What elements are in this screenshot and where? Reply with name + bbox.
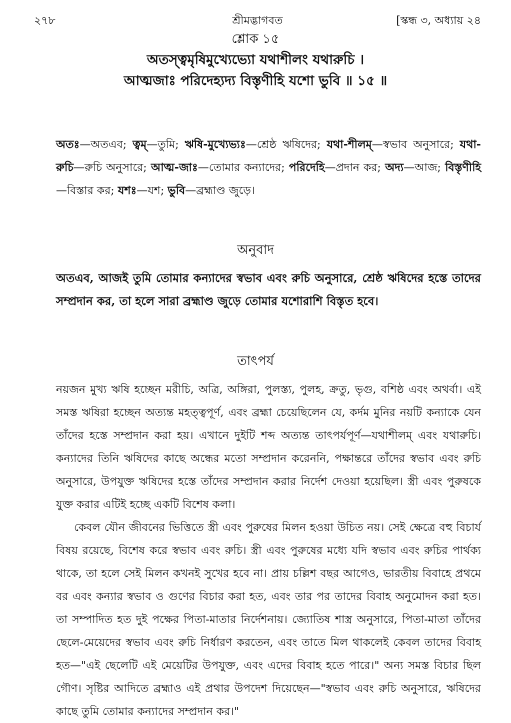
- synonym-meaning: তুমি;: [157, 138, 185, 151]
- book-title: শ্রীমদ্ভাগবত: [232, 14, 283, 27]
- translation-text: অতএব, আজই তুমি তোমার কন্যাদের স্বভাব এবং রুচি অনুসারে, শ্রেষ্ঠ ঋষিদের হস্তে তাদের সম্প্রদান কর, তা হলে সারা ব্রহ্মাণ্ড জুড়ে তোমার যশোরাশি বিস্তৃত হবে।: [56, 271, 481, 308]
- verse-line-2: আত্মজাঃ পরিদেহ্যদ্য বিস্তৃণীহি যশো ভুবি ॥ ১৫ ॥: [123, 73, 388, 89]
- synonym-meaning: অতএব;: [90, 138, 133, 151]
- synonym-meaning: বিস্তার কর;: [67, 184, 118, 197]
- synonym-word: ত্বম্: [132, 138, 147, 151]
- synonym-word: ঋষি-মুখ্যেভ্যঃ: [184, 138, 246, 151]
- synonym-word: যথা-শীলম্: [326, 138, 372, 151]
- synonym-meaning: ব্রহ্মাণ্ড জুড়ে।: [196, 184, 255, 197]
- synonym-meaning: স্বভাব অনুসারে;: [382, 138, 460, 151]
- purport-text: [56, 378, 481, 723]
- synonym-meaning: প্রদান কর;: [335, 161, 386, 174]
- synonym-meaning: আজ;: [414, 161, 446, 174]
- page-header: [34, 12, 481, 28]
- synonym-meaning: রুচি অনুসারে;: [84, 161, 151, 174]
- synonym-word: অতঃ: [56, 138, 80, 151]
- word-for-word-synonyms: অতঃ—অতএব; ত্বম্—তুমি; ঋষি-মুখ্যেভ্যঃ—শ্রেষ্ঠ ঋষিদের; যথা-শীলম্—স্বভাব অনুসারে; যথা-রুচি—রুচি অনুসারে; আত্ম-জাঃ—তোমার কন্যাদের; পরিদেহি—প্রদান কর; অদ্য—আজ; বিস্তৃণীহি—বিস্তার কর; যশঃ—যশ; ভুবি—ব্রহ্মাণ্ড জুড়ে।: [56, 138, 481, 197]
- translation-heading: অনুবাদ: [237, 243, 274, 258]
- synonym-word: যশঃ: [117, 184, 137, 197]
- synonym-word: আত্ম-জাঃ: [150, 161, 198, 174]
- synonym-word: অদ্য: [385, 161, 404, 174]
- chapter-reference: [স্কন্ধ ৩, অধ্যায় ২৪: [396, 14, 481, 27]
- verse-label: শ্লোক ১৫: [231, 32, 280, 47]
- synonym-word: পরিদেহি: [288, 161, 325, 174]
- synonym-meaning: যশ;: [147, 184, 168, 197]
- verse-line-1: অতস্ত্বমৃষিমুখ্যেভ্যো যথাশীলং যথারুচি ।: [146, 52, 365, 68]
- synonym-word: ভুবি: [167, 184, 186, 197]
- synonym-word: বিস্তৃণীহি: [445, 161, 481, 174]
- purport-heading: তাৎপর্য: [237, 354, 274, 369]
- purport-paragraph-2: কেবল যৌন জীবনের ভিত্তিতে স্ত্রী এবং পুরুষের মিলন হওয়া উচিত নয়। সেই ক্ষেত্রে বহু বিচার্য বিষয় রয়েছে, বিশেষ করে স্বভাব এবং রুচি। স্ত্রী এবং পুরুষের মধ্যে যদি স্বভাব এবং রুচির পার্থক্য থাকে, তা হলে সেই মিলন কখনই সুখের হবে না। প্রায় চল্লিশ বছর আগেও, ভারতীয় বিবাহে প্রথমে বর এবং কন্যার স্বভাব ও গুণের বিচার করা হত, এবং তার পর তাদের বিবাহ অনুমোদন করা হত। তা সম্পাদিত হত দুই পক্ষের পিতা-মাতার নির্দেশনায়। জ্যোতিষ শাস্ত্র অনুসারে, পিতা-মাতা তাঁদের ছেলে-মেয়েদের স্বভাব এবং রুচি নির্ধারণ করতেন, এবং তাতে মিল থাকলেই কেবল তাদের বিবাহ হত—"এই ছেলেটি এই মেয়েটির উপযুক্ত, এবং এদের বিবাহ হতে পারে।" অন্য সমস্ত বিচার ছিল গৌণ। সৃষ্টির আদিতে ব্রহ্মাও এই প্রথার উপদেশ দিয়েছেন—"স্বভাব এবং রুচি অনুসারে, ঋষিদের কাছে তুমি তোমার কন্যাদের সম্প্রদান কর।": [56, 521, 481, 718]
- synonym-meaning: তোমার কন্যাদের;: [208, 161, 289, 174]
- synonym-word: যথা-রুচি: [56, 138, 481, 174]
- synonym-meaning: শ্রেষ্ঠ ঋষিদের;: [256, 138, 327, 151]
- purport-paragraph-1: নয়জন মুখ্য ঋষি হচ্ছেন মরীচি, অত্রি, অঙ্গিরা, পুলস্ত্য, পুলহ, ক্রতু, ভৃগু, বশিষ্ঠ এবং অথর্বা। এই সমস্ত ঋষিরা হচ্ছেন অত্যন্ত মহত্ত্বপূর্ণ, এবং ব্রহ্মা চেয়েছিলেন যে, কর্দম মুনির নয়টি কন্যাকে যেন তাঁদের হস্তে সম্প্রদান করা হয়। এখানে দুইটি শব্দ অত্যন্ত তাৎপর্যপূর্ণ—যথাশীলম্ এবং যথারুচি। কন্যাদের তিনি ঋষিদের কাছে অন্ধের মতো সম্প্রদান করেননি, পক্ষান্তরে তাঁদের স্বভাব এবং রুচি অনুসারে, উপযুক্ত ঋষিদের হস্তে তাঁদের সম্প্রদান করার নির্দেশ দেওয়া হয়েছিল। স্ত্রী এবং পুরুষকে যুক্ত করার এটিই হচ্ছে একটি বিশেষ কলা।: [56, 383, 481, 511]
- verse-block: [30, 30, 481, 92]
- page-number: ২৭৮: [34, 14, 56, 27]
